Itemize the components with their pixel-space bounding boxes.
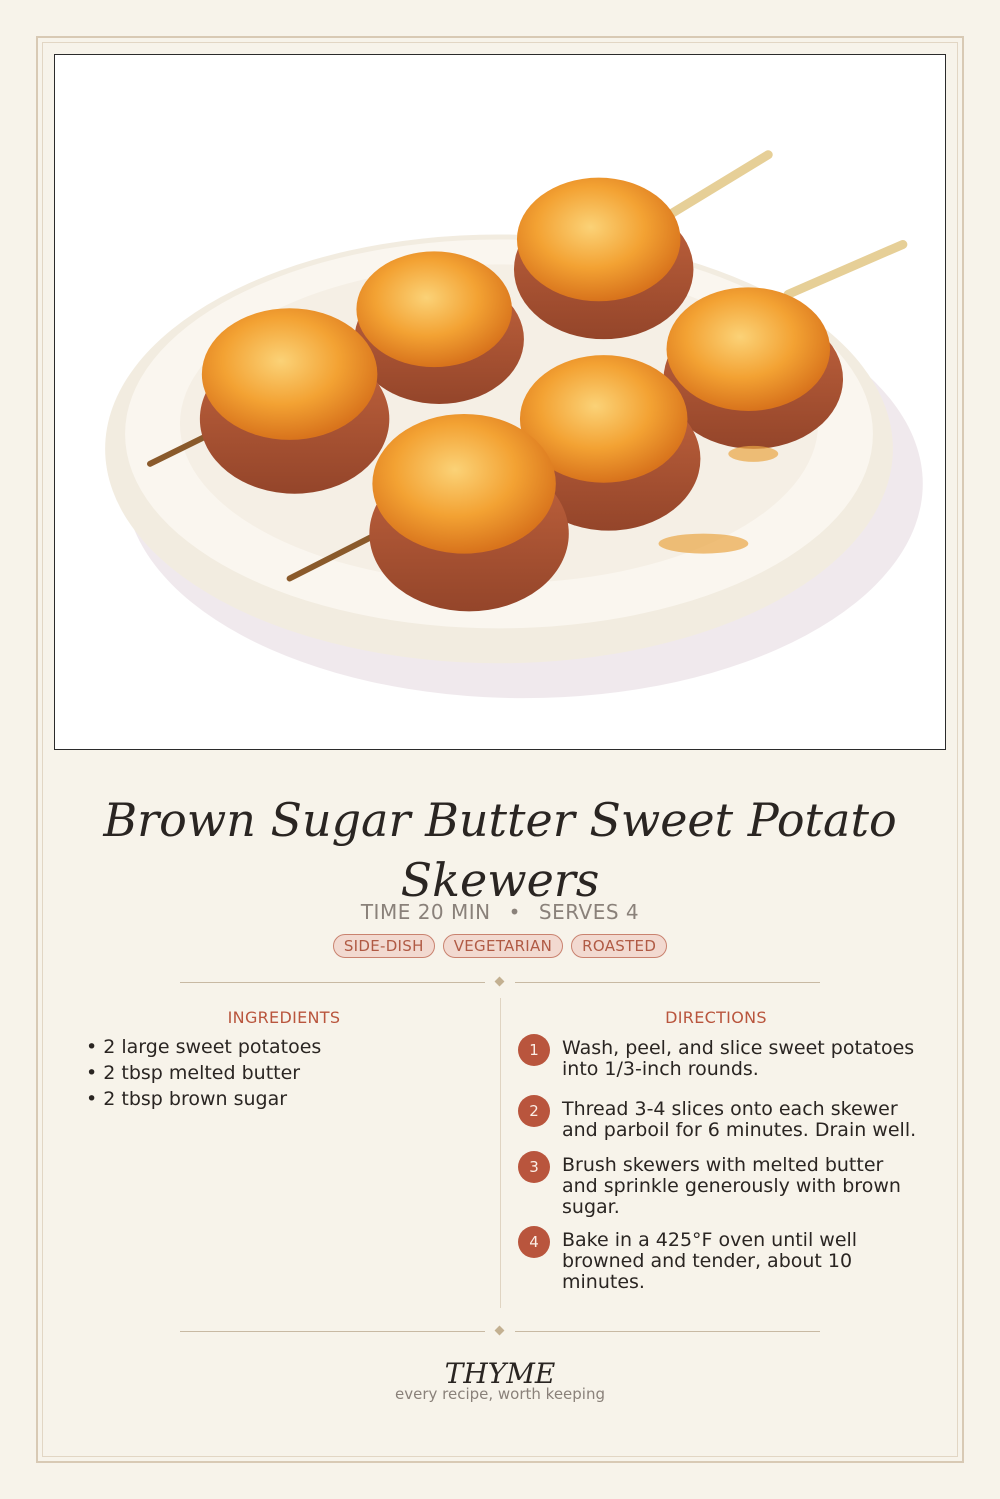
time-label: TIME 20 MIN: [360, 900, 491, 924]
tag-side-dish[interactable]: SIDE-DISH: [333, 934, 435, 958]
serves-label: SERVES 4: [538, 900, 640, 924]
ingredient-item: • 2 tbsp brown sugar: [86, 1088, 288, 1110]
step-text: Bake in a 425°F oven until well browned and tender, about 10 minutes.: [562, 1229, 858, 1293]
diamond-ornament-icon: [495, 977, 505, 987]
step-number: 1: [518, 1034, 550, 1066]
tag-roasted[interactable]: ROASTED: [571, 934, 667, 958]
recipe-illustration: [54, 54, 946, 750]
ingredients-list: [86, 1034, 486, 1112]
tag-list: [100, 934, 900, 958]
recipe-meta: [100, 900, 900, 924]
recipe-title: Brown Sugar Butter Sweet Potato Skewers: [103, 793, 897, 907]
brand-tagline: every recipe, worth keeping: [394, 1385, 605, 1403]
step-number: 3: [518, 1151, 550, 1183]
step-number: 4: [518, 1226, 550, 1258]
ingredient-item: • 2 tbsp melted butter: [86, 1062, 301, 1084]
brand-logo: THYME: [444, 1357, 556, 1390]
tag-vegetarian[interactable]: VEGETARIAN: [443, 934, 563, 958]
divider-bottom: [180, 1326, 820, 1338]
ingredient-item: • 2 large sweet potatoes: [86, 1036, 322, 1058]
divider-top: [180, 977, 820, 989]
step-number: 2: [518, 1095, 550, 1127]
step-text: Wash, peel, and slice sweet potatoes into 1/3-inch rounds.: [562, 1037, 915, 1080]
column-separator: [500, 998, 501, 1308]
meta-separator: •: [508, 900, 521, 924]
directions-heading: DIRECTIONS: [665, 1008, 767, 1027]
step-text: Thread 3-4 slices onto each skewer and parboil for 6 minutes. Drain well.: [562, 1098, 917, 1141]
ingredients-heading: INGREDIENTS: [227, 1008, 341, 1027]
diamond-ornament-icon: [495, 1326, 505, 1336]
step-text: Brush skewers with melted butter and sprinkle generously with brown sugar.: [562, 1154, 901, 1218]
